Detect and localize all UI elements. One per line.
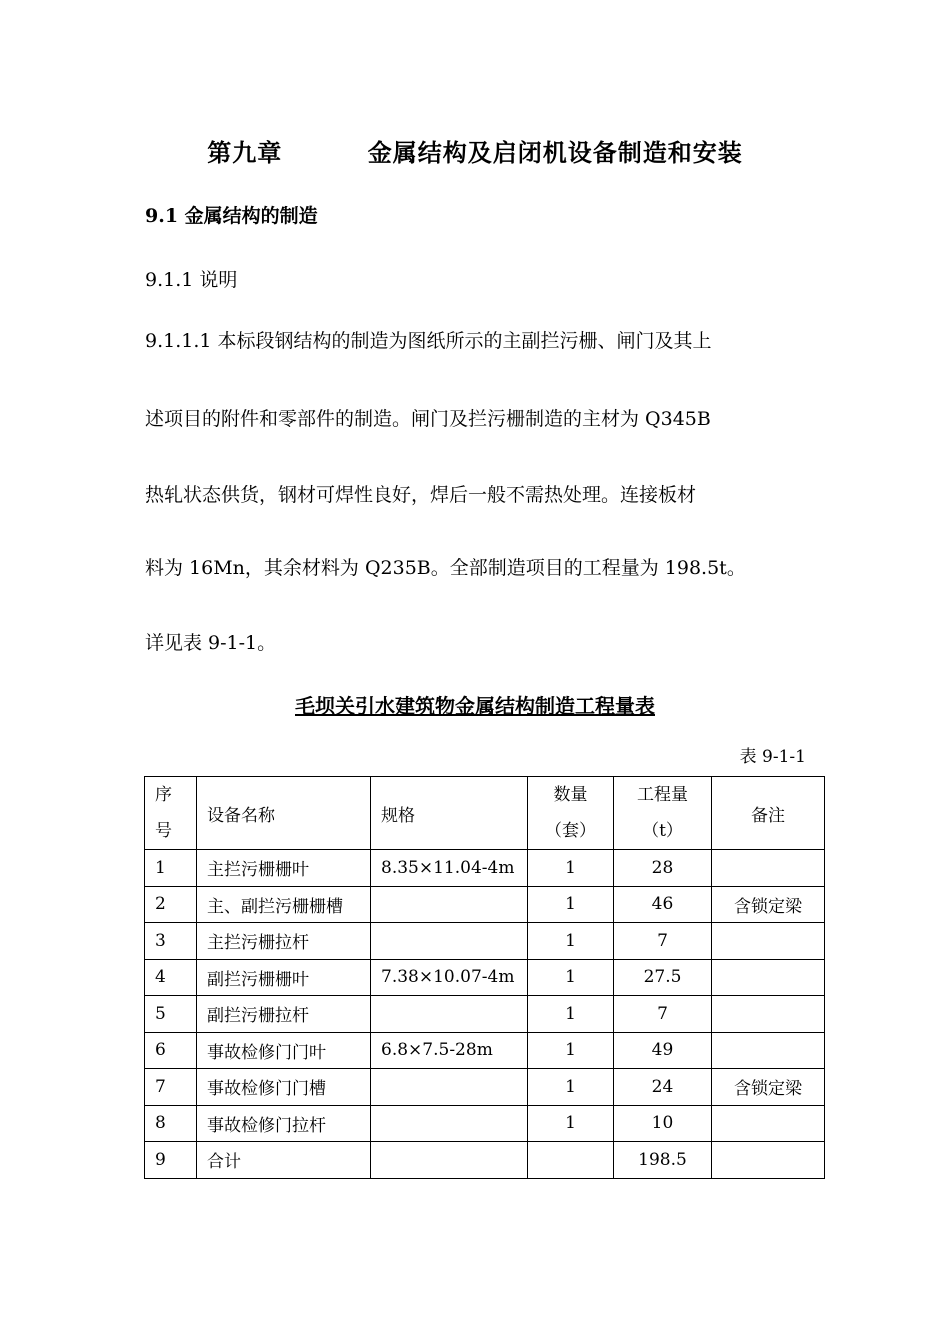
cell-name: 副拦污栅栅叶 (197, 959, 371, 996)
cell-amount: 49 (614, 1032, 712, 1069)
cell-amount: 24 (614, 1069, 712, 1106)
cell-seq: 5 (145, 996, 197, 1033)
cell-count: 1 (528, 1105, 614, 1142)
cell-spec (371, 886, 528, 923)
cell-seq: 2 (145, 886, 197, 923)
cell-count: 1 (528, 1069, 614, 1106)
cell-seq: 1 (145, 850, 197, 887)
table-row (145, 1105, 825, 1142)
cell-seq: 4 (145, 959, 197, 996)
header-name: 设备名称 (197, 777, 371, 850)
cell-amount: 7 (614, 996, 712, 1033)
cell-spec (371, 923, 528, 960)
cell-name: 主、副拦污栅栅槽 (197, 886, 371, 923)
header-seq-line1: 序 (155, 785, 172, 805)
cell-seq: 7 (145, 1069, 197, 1106)
cell-remark (712, 996, 825, 1033)
cell-count: 1 (528, 886, 614, 923)
cell-count (528, 1142, 614, 1179)
cell-count: 1 (528, 850, 614, 887)
header-remark: 备注 (712, 777, 825, 850)
cell-remark (712, 850, 825, 887)
cell-spec: 6.8×7.5-28m (371, 1032, 528, 1069)
paragraph-line: 详见表 9-1-1。 (145, 632, 277, 654)
cell-remark (712, 959, 825, 996)
cell-count: 1 (528, 1032, 614, 1069)
cell-remark: 含锁定梁 (712, 886, 825, 923)
cell-count: 1 (528, 959, 614, 996)
header-amount (614, 777, 712, 850)
cell-count: 1 (528, 996, 614, 1033)
cell-name: 事故检修门门叶 (197, 1032, 371, 1069)
header-seq-line2: 号 (155, 821, 172, 841)
header-count (528, 777, 614, 850)
table-row (145, 923, 825, 960)
cell-spec (371, 1105, 528, 1142)
subsection-title: 9.1.1 说明 (145, 269, 238, 291)
table-title: 毛坝关引水建筑物金属结构制造工程量表 (295, 694, 655, 718)
paragraph-line: 述项目的附件和零部件的制造。闸门及拦污栅制造的主材为 Q345B (145, 408, 711, 430)
cell-remark (712, 1142, 825, 1179)
cell-name: 事故检修门拉杆 (197, 1105, 371, 1142)
table-row (145, 1032, 825, 1069)
cell-spec (371, 996, 528, 1033)
quantity-table (144, 776, 825, 1179)
table-row (145, 996, 825, 1033)
cell-amount: 10 (614, 1105, 712, 1142)
header-seq (145, 777, 197, 850)
cell-amount: 28 (614, 850, 712, 887)
cell-name: 主拦污栅栅叶 (197, 850, 371, 887)
cell-amount: 27.5 (614, 959, 712, 996)
cell-spec (371, 1069, 528, 1106)
cell-seq: 6 (145, 1032, 197, 1069)
cell-name: 主拦污栅拉杆 (197, 923, 371, 960)
cell-seq: 8 (145, 1105, 197, 1142)
table-row (145, 1069, 825, 1106)
cell-seq: 3 (145, 923, 197, 960)
table-total-row (145, 1142, 825, 1179)
cell-name: 合计 (197, 1142, 371, 1179)
header-count-line1: 数量 (553, 785, 588, 805)
cell-remark: 含锁定梁 (712, 1069, 825, 1106)
table-number: 表 9-1-1 (739, 747, 806, 767)
cell-amount: 46 (614, 886, 712, 923)
cell-amount: 7 (614, 923, 712, 960)
header-spec: 规格 (371, 777, 528, 850)
cell-spec (371, 1142, 528, 1179)
table-row (145, 850, 825, 887)
chapter-title: 第九章 金属结构及启闭机设备制造和安装 (207, 138, 743, 167)
cell-spec: 7.38×10.07-4m (371, 959, 528, 996)
section-title: 9.1 金属结构的制造 (145, 205, 318, 227)
paragraph-line: 料为 16Mn，其余材料为 Q235B。全部制造项目的工程量为 198.5t。 (145, 557, 746, 579)
table-header-row (145, 777, 825, 850)
cell-seq: 9 (145, 1142, 197, 1179)
cell-name: 事故检修门门槽 (197, 1069, 371, 1106)
header-amount-line2: （t） (642, 821, 683, 841)
paragraph-line: 热轧状态供货，钢材可焊性良好，焊后一般不需热处理。连接板材 (145, 484, 697, 506)
cell-amount: 198.5 (614, 1142, 712, 1179)
cell-spec: 8.35×11.04-4m (371, 850, 528, 887)
paragraph-line: 9.1.1.1 本标段钢结构的制造为图纸所示的主副拦污栅、闸门及其上 (145, 330, 712, 352)
cell-name: 副拦污栅拉杆 (197, 996, 371, 1033)
cell-remark (712, 923, 825, 960)
cell-remark (712, 1032, 825, 1069)
table-row (145, 959, 825, 996)
cell-remark (712, 1105, 825, 1142)
header-amount-line1: 工程量 (637, 785, 688, 805)
cell-count: 1 (528, 923, 614, 960)
table-row (145, 886, 825, 923)
header-count-line2: （套） (545, 821, 596, 841)
